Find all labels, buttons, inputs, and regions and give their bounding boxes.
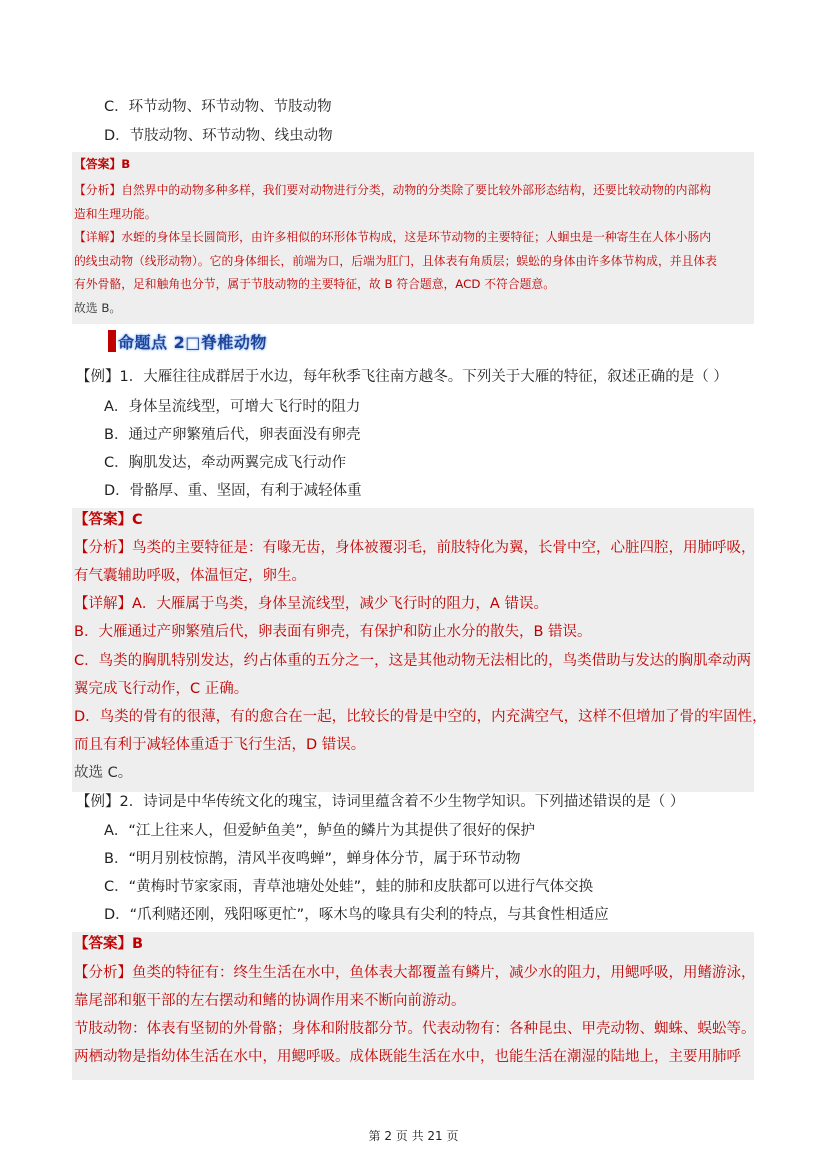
analysis-text: 【分析】鱼类的特征有：终生生活在水中，鱼体表大都覆盖有鳞片，减少水的阻力，用鳃呼吸，用鳍游泳， [74,965,756,981]
section-heading-text: 命题点 2□脊椎动物 [118,332,267,352]
arthropod-text: 节肢动物：体表有坚韧的外骨骼；身体和附肢都分节。代表动物有：各种昆虫、甲壳动物、蜘蛛、蜈蚣等。 [74,1021,756,1037]
option-d: D．“爪利赌还刚，残阳啄更忙”，啄木鸟的喙具有尖利的特点，与其食性相适应 [104,907,609,923]
choose-text: 故选 B。 [74,301,122,315]
option-c: C．胸肌发达，牵动两翼完成飞行动作 [104,455,347,471]
option-b: B．通过产卵繁殖后代，卵表面没有卵壳 [104,427,361,443]
detail-text: C．鸟类的胸肌特别发达，约占体重的五分之一，这是其他动物无法相比的，鸟类借助与发达的胸肌牵动两 [74,653,752,669]
section-heading [108,329,267,353]
analysis-text: 靠尾部和躯干部的左右摆动和鳍的协调作用来不断向前游动。 [74,993,466,1009]
detail-text: 翼完成飞行动作，C 正确。 [74,681,249,697]
question-stem: 【例】2．诗词是中华传统文化的瑰宝，诗词里蕴含着不少生物学知识。下列描述错误的是（ ） [76,794,685,810]
option-d: D．节肢动物、环节动物、线虫动物 [104,128,333,144]
option-a: A．身体呈流线型，可增大飞行时的阻力 [104,399,361,415]
option-b: B．“明月别枝惊鹊，清风半夜鸣蝉”，蝉身体分节，属于环节动物 [104,851,521,867]
detail-text: 有外骨骼，足和触角也分节，属于节肢动物的主要特征，故 B 符合题意，ACD 不符合题意。 [74,277,556,291]
page-footer: 第 2 页 共 21 页 [368,1129,459,1143]
choose-text: 故选 C。 [74,765,133,781]
analysis-text: 有气囊辅助呼吸，体温恒定，卵生。 [74,568,306,584]
detail-text: D．鸟类的骨有的很薄，有的愈合在一起，比较长的骨是中空的，内充满空气，这样不但增加了骨的牢固性， [74,709,767,725]
analysis-text: 造和生理功能。 [74,207,157,221]
detail-text: 而且有利于减轻体重适于飞行生活，D 错误。 [74,737,366,753]
answer-label: 【答案】B [74,157,131,171]
option-d: D．骨骼厚、重、坚固，有利于减轻体重 [104,483,362,499]
analysis-text: 【分析】鸟类的主要特征是：有喙无齿，身体被覆羽毛，前肢特化为翼，长骨中空，心脏四腔，用肺呼吸， [74,540,756,556]
heading-bar [108,330,116,352]
detail-text: 【详解】A．大雁属于鸟类，身体呈流线型，减少飞行时的阻力，A 错误。 [74,596,548,612]
detail-text: B．大雁通过产卵繁殖后代，卵表面有卵壳，有保护和防止水分的散失，B 错误。 [74,624,592,640]
question-stem: 【例】1．大雁往往成群居于水边，每年秋季飞往南方越冬。下列关于大雁的特征，叙述正确的是（ ） [76,369,728,385]
answer-label: 【答案】B [74,936,144,952]
option-c: C．环节动物、环节动物、节肢动物 [104,99,332,115]
option-c: C．“黄梅时节家家雨，青草池塘处处蛙”，蛙的肺和皮肤都可以进行气体交换 [104,879,594,895]
option-a: A．“江上往来人，但爱鲈鱼美”，鲈鱼的鳞片为其提供了很好的保护 [104,823,535,839]
answer-label: 【答案】C [74,512,143,528]
analysis-text: 【分析】自然界中的动物多种多样，我们要对动物进行分类，动物的分类除了要比较外部形态结构，还要比较动物的内部构 [74,183,712,197]
amphibian-text: 两栖动物是指幼体生活在水中，用鳃呼吸。成体既能生活在水中，也能生活在潮湿的陆地上，主要用肺呼 [74,1049,741,1065]
detail-text: 的线虫动物（线形动物）。它的身体细长，前端为口，后端为肛门，且体表有角质层；蜈蚣的身体由许多体节构成，并且体表 [74,254,717,268]
detail-text: 【详解】水蛭的身体呈长圆筒形，由许多相似的环形体节构成，这是环节动物的主要特征；人蛔虫是一种寄生在人体小肠内 [74,230,712,244]
